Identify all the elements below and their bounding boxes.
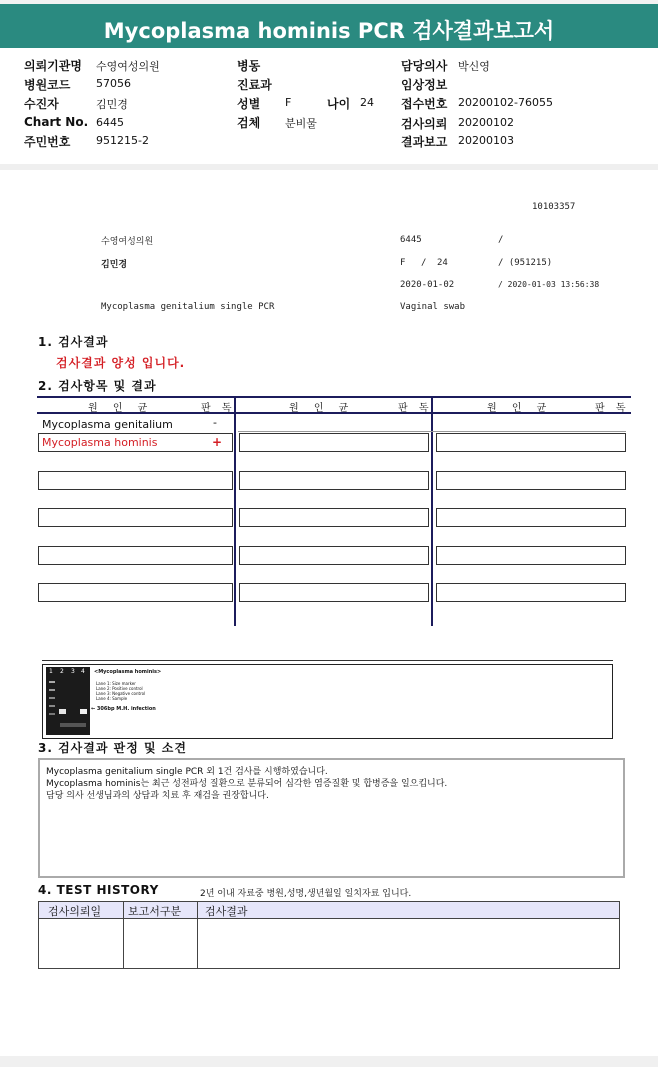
result-row-box	[38, 583, 233, 602]
gel-lane-label: 3	[71, 668, 75, 675]
organism-judge-positive: +	[212, 435, 223, 449]
history-col-request-date: 검사의뢰일	[48, 905, 102, 918]
label-department: 진료과	[237, 78, 272, 92]
value-chart-no: 6445	[96, 116, 124, 129]
report-age: 24	[437, 258, 448, 268]
section2-title: 2. 검사항목 및 결과	[38, 379, 157, 393]
row-underline	[238, 431, 626, 432]
col-organism-header-2: 원 인 균	[289, 403, 355, 414]
gel-legend-line: Lane 1: Size marker	[96, 681, 136, 686]
report-header-bar	[0, 0, 658, 48]
history-header-divider	[197, 901, 198, 919]
col-organism-header-3: 원 인 균	[487, 403, 553, 414]
history-cell	[123, 918, 198, 969]
label-age: 나이	[327, 97, 351, 111]
report-report-datetime: / 2020-01-03 13:56:38	[498, 280, 600, 289]
history-cell	[38, 918, 124, 969]
value-receipt-no: 20200102-76055	[458, 96, 553, 109]
history-col-result: 검사결과	[205, 905, 248, 918]
report-id: 10103357	[532, 202, 576, 212]
gel-legend-line: Lane 4: Sample	[96, 696, 128, 701]
gel-lane-label: 4	[81, 668, 85, 675]
value-specimen: 분비물	[285, 117, 317, 130]
history-header	[38, 901, 620, 919]
report-specimen: Vaginal swab	[400, 302, 466, 312]
label-clinic: 의뢰기관명	[24, 59, 82, 73]
page-bottom-band	[0, 1056, 658, 1067]
label-patient: 수진자	[24, 97, 59, 111]
value-age: 24	[360, 96, 374, 109]
label-specimen: 검체	[237, 116, 261, 130]
report-patient: 김민경	[101, 260, 128, 270]
section-separator	[0, 164, 658, 170]
gel-ladder-band	[49, 681, 55, 683]
gel-image	[46, 667, 90, 735]
value-doctor: 박신영	[458, 60, 490, 73]
label-clinical-info: 임상정보	[401, 78, 448, 92]
result-row-box	[436, 433, 626, 452]
gel-primer-dimer	[60, 723, 86, 727]
report-chart: 6445	[400, 235, 422, 245]
gel-ladder-band	[49, 689, 55, 691]
gel-band	[59, 709, 66, 714]
gel-lane-label: 1	[49, 668, 53, 675]
history-cell	[197, 918, 620, 969]
report-ssn: / (951215)	[498, 258, 553, 268]
result-row-box	[239, 546, 429, 565]
label-report-date: 결과보고	[401, 135, 448, 149]
gel-ladder-band	[49, 697, 55, 699]
label-ssn: 주민번호	[24, 135, 71, 149]
gel-ladder-band	[49, 713, 55, 715]
section4-title: 4. TEST HISTORY	[38, 883, 159, 897]
gel-panel	[42, 664, 613, 739]
value-request-date: 20200102	[458, 116, 514, 129]
result-summary: 검사결과 양성 입니다.	[56, 356, 186, 370]
result-row-box	[38, 546, 233, 565]
gel-band	[80, 709, 87, 714]
result-row-box	[239, 508, 429, 527]
result-row-box	[239, 583, 429, 602]
gel-ladder-band	[49, 705, 55, 707]
col-judge-header-2: 판 독	[398, 403, 433, 414]
report-sex: F	[400, 258, 406, 268]
organism-name-positive: Mycoplasma hominis	[42, 436, 158, 449]
col-organism-header-1: 원 인 균	[88, 403, 154, 414]
opinion-line: Mycoplasma hominis는 최근 성전파성 질환으로 분류되어 심각한 염증질환 및 합병증을 일으킵니다.	[46, 779, 448, 789]
result-row-box	[436, 546, 626, 565]
result-row-box	[436, 471, 626, 490]
label-receipt-no: 접수번호	[401, 97, 448, 111]
gel-title: <Mycoplasma hominis>	[94, 669, 162, 675]
gel-legend-line: Lane 3: Negative control	[96, 691, 146, 696]
report-title: Mycoplasma hominis PCR 검사결과보고서	[103, 19, 555, 43]
opinion-line: 담당 의사 선생님과의 상담과 치료 후 재검을 권장합니다.	[46, 791, 269, 801]
value-ssn: 951215-2	[96, 134, 149, 147]
report-request-date: 2020-01-02	[400, 280, 455, 290]
col-judge-header-3: 판 독	[595, 403, 630, 414]
gel-legend-line: Lane 2: Positive control	[96, 686, 143, 691]
history-col-report-type: 보고서구분	[128, 905, 182, 918]
result-row-box	[38, 471, 233, 490]
value-patient: 김민경	[96, 98, 128, 111]
label-request-date: 검사의뢰	[401, 117, 448, 131]
value-sex: F	[285, 96, 292, 109]
report-slash: /	[498, 235, 504, 245]
value-report-date: 20200103	[458, 134, 514, 147]
col-judge-header-1: 판 독	[201, 403, 236, 414]
gel-band-annotation: ← 306bp M.H. infection	[91, 706, 156, 712]
report-clinic: 수영여성의원	[101, 237, 154, 247]
label-ward: 병동	[237, 59, 261, 73]
result-row-box	[239, 433, 429, 452]
history-note: 2년 이내 자료중 병원,성명,생년월일 일치자료 입니다.	[200, 889, 412, 899]
organism-judge: -	[213, 416, 217, 429]
organism-name: Mycoplasma genitalium	[42, 418, 173, 431]
gel-lane-label: 2	[60, 668, 64, 675]
table-divider-1	[234, 396, 236, 626]
label-doctor: 담당의사	[401, 59, 448, 73]
opinion-line: Mycoplasma genitalium single PCR 외 1건 검사를 시행하였습니다.	[46, 767, 328, 777]
label-chart-no: Chart No.	[24, 115, 89, 129]
report-test-name: Mycoplasma genitalium single PCR	[101, 302, 275, 312]
value-clinic: 수영여성의원	[96, 60, 160, 73]
history-header-divider	[123, 901, 124, 919]
section3-title: 3. 검사결과 판정 및 소견	[38, 741, 187, 755]
result-row-box	[38, 508, 233, 527]
result-row-box	[239, 471, 429, 490]
result-row-box	[436, 508, 626, 527]
gel-top-rule	[42, 660, 613, 661]
result-row-box	[436, 583, 626, 602]
table-top-rule	[37, 396, 631, 398]
label-hospital-code: 병원코드	[24, 78, 71, 92]
value-hospital-code: 57056	[96, 77, 131, 90]
report-slash-a: /	[421, 258, 427, 268]
section1-title: 1. 검사결과	[38, 335, 109, 349]
label-sex: 성별	[237, 97, 261, 111]
